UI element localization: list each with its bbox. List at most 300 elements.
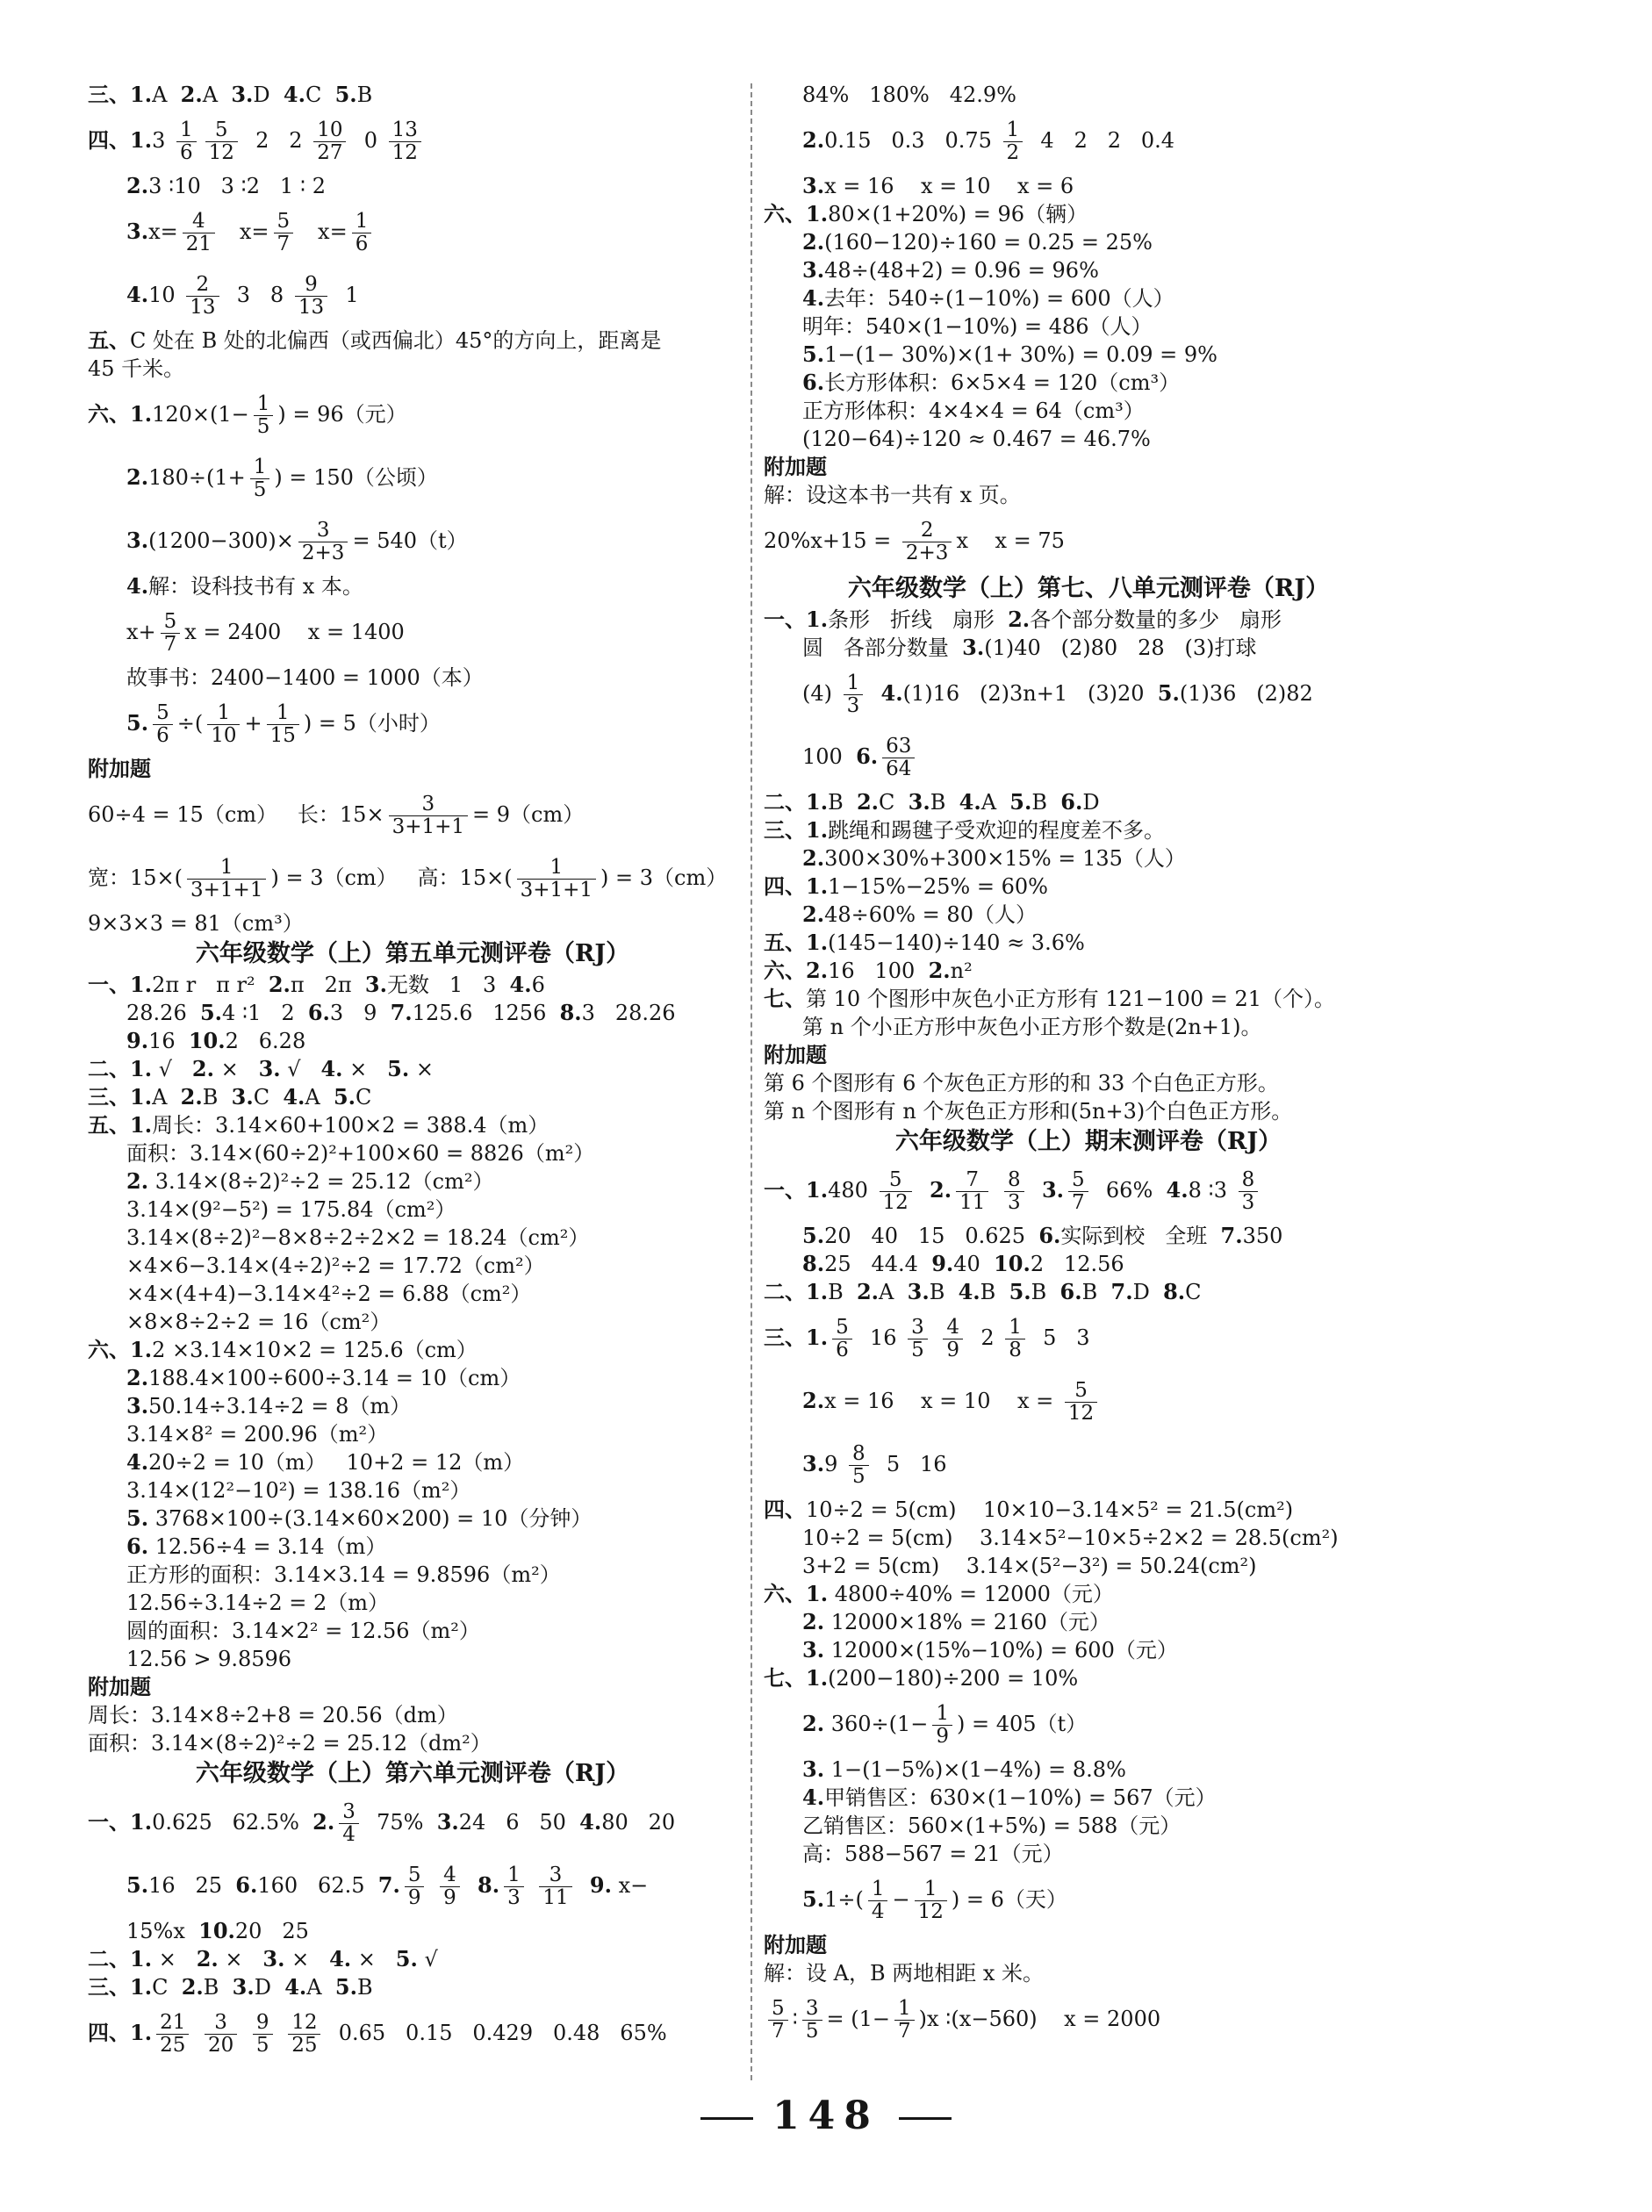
answer-text: B — [929, 1280, 959, 1304]
answer-text: 300×30%+300×15% = 135（人） — [824, 846, 1186, 871]
answer-text: 480 — [828, 1178, 875, 1203]
answer-text: 4 ∶1 2 — [222, 1001, 308, 1025]
answer-text: A — [202, 83, 232, 107]
question-number: 6. — [307, 1000, 330, 1025]
question-number: 4. — [579, 1809, 602, 1835]
answer-text: √ — [152, 1057, 192, 1081]
question-number: 10. — [188, 1028, 226, 1053]
fraction-numerator: 1 — [846, 672, 860, 694]
question-number: 五、1. — [764, 930, 829, 955]
fraction-denominator: 10 — [207, 724, 240, 747]
answer-line — [764, 1433, 1413, 1496]
question-number: 二、1. — [88, 1056, 153, 1081]
answer-text: 0.15 0.3 0.75 — [824, 128, 999, 153]
question-number: 2. — [802, 1388, 825, 1413]
answer-line — [88, 1364, 737, 1392]
answer-text — [867, 681, 880, 706]
fraction-denominator: 3 — [1239, 1191, 1259, 1214]
fraction-denominator: 20 — [205, 2034, 237, 2057]
answer-line — [88, 1336, 737, 1364]
answer-text: 24 6 50 — [458, 1810, 580, 1835]
answer-text: 360÷(1− — [824, 1712, 929, 1736]
answer-text: 60÷4 = 15（cm） 长：15× — [88, 802, 384, 827]
answer-line — [88, 783, 737, 846]
answer-line — [764, 341, 1413, 369]
answer-line — [764, 816, 1413, 844]
question-number: 5. — [334, 82, 357, 107]
answer-text: 80 20 — [601, 1810, 676, 1835]
answer-text: × — [218, 1947, 263, 1971]
answer-text: 面积：3.14×(8÷2)²÷2 = 25.12（dm²） — [88, 1731, 492, 1756]
fraction-numerator: 2 — [920, 519, 934, 542]
fraction-numerator: 3 — [214, 2011, 227, 2034]
answer-text: x = 16 x = 10 x = — [824, 1389, 1060, 1413]
answer-line — [764, 1069, 1413, 1097]
answer-text — [577, 1873, 590, 1898]
question-number: 3. — [1041, 1177, 1064, 1203]
fraction — [339, 1801, 359, 1846]
page-number-text: 148 — [772, 2094, 880, 2138]
answer-text: 12.56 > 9.8596 — [126, 1647, 292, 1671]
answer-text: 明年：540×(1−10%) = 486（人） — [802, 314, 1153, 339]
answer-text: 12.56÷3.14÷2 = 2（m） — [126, 1591, 390, 1615]
question-number: 5. — [199, 1000, 223, 1025]
answer-line — [764, 1369, 1413, 1433]
answer-line — [764, 1664, 1413, 1692]
answer-text: 25 44.4 — [824, 1252, 932, 1276]
answer-text: 45 千米。 — [88, 356, 185, 381]
fraction — [894, 1998, 915, 2043]
fraction-numerator: 4 — [192, 210, 205, 233]
answer-line — [764, 1692, 1413, 1756]
answer-text: x= — [298, 219, 348, 244]
fraction — [932, 1703, 952, 1748]
fraction-denominator: 6 — [176, 141, 197, 164]
answer-text: C 处在 B 处的北偏西（或西偏北）45°的方向上，距离是 — [130, 328, 662, 353]
question-number: 六、1. — [88, 401, 153, 427]
question-number: 9. — [589, 1872, 612, 1898]
question-number: 7. — [377, 1872, 400, 1898]
question-number: 7. — [1220, 1223, 1243, 1248]
fraction-numerator: 1 — [898, 1997, 911, 2020]
question-number: 2. — [180, 82, 203, 107]
answer-line — [88, 1701, 737, 1729]
fraction-numerator: 8 — [1008, 1168, 1021, 1191]
answer-line — [764, 1278, 1413, 1306]
answer-line — [88, 1917, 737, 1945]
answer-line — [764, 844, 1413, 873]
fraction — [1239, 1169, 1259, 1214]
fraction — [186, 274, 219, 319]
answer-text: π 2π — [290, 973, 365, 997]
answer-text: 甲销售区：630×(1−10%) = 567（元） — [824, 1785, 1217, 1810]
question-number: 三、1. — [88, 1084, 153, 1110]
answer-text: (1)36 (2)82 — [1179, 681, 1313, 706]
answer-line — [764, 1959, 1413, 1987]
answer-line — [764, 228, 1413, 256]
page-number-dash-left — [700, 2117, 753, 2120]
answer-text: 10÷2 = 5(cm) 10×10−3.14×5² = 21.5(cm²) — [806, 1497, 1294, 1522]
question-number: 3. — [262, 1946, 285, 1971]
fraction-denominator: 12 — [389, 141, 421, 164]
answer-line — [88, 1055, 737, 1083]
answer-text — [528, 1873, 535, 1898]
answer-line — [88, 1196, 737, 1224]
answer-text: ) = 3（cm） 高：15×( — [270, 865, 513, 890]
answer-line — [88, 1139, 737, 1167]
answer-text: ) = 150（公顷） — [274, 465, 438, 490]
answer-line — [764, 256, 1413, 284]
fraction — [1003, 119, 1024, 164]
question-number: 6. — [1038, 1223, 1061, 1248]
question-number: 六、1. — [764, 1581, 829, 1606]
question-number: 3. — [231, 1084, 254, 1110]
section-heading: 六年级数学（上）期末测评卷（RJ） — [894, 1128, 1282, 1155]
answer-line — [88, 1167, 737, 1196]
fraction — [539, 1864, 571, 1909]
fraction-numerator: 5 — [277, 210, 291, 233]
question-number: 3. — [908, 789, 930, 815]
fraction-numerator: 5 — [888, 1168, 902, 1191]
answer-text: ×8×8÷2÷2 = 16（cm²） — [126, 1310, 391, 1334]
answer-text: 75% — [363, 1810, 437, 1835]
question-number: 四、1. — [88, 127, 153, 153]
answer-text: ) = 6（天） — [951, 1887, 1067, 1912]
fraction — [176, 119, 197, 164]
question-number: 3. — [802, 1451, 825, 1476]
answer-text: × — [284, 1947, 330, 1971]
question-number: 4. — [958, 1279, 980, 1304]
question-number: 6. — [856, 743, 879, 769]
answer-text: 2 2 — [241, 128, 310, 153]
question-number: 5. — [126, 1872, 149, 1898]
answer-text: x= — [219, 219, 269, 244]
question-number: 2. — [196, 1946, 219, 1971]
answer-text: 2 — [967, 1325, 1002, 1350]
answer-text: C — [253, 1085, 284, 1110]
fraction-denominator: 11 — [956, 1191, 988, 1214]
question-number: 4. — [283, 1084, 305, 1110]
answer-line — [88, 1791, 737, 1854]
fraction-numerator: 5 — [772, 1997, 785, 2020]
answer-text: A — [152, 83, 181, 107]
answer-text: 160 62.5 — [257, 1873, 378, 1898]
fraction — [298, 520, 348, 564]
question-number: 2. — [126, 173, 149, 198]
answer-line — [764, 1222, 1413, 1250]
answer-text: 2 6.28 — [225, 1029, 306, 1053]
fraction-numerator: 5 — [163, 610, 177, 633]
answer-text: 解：设 A，B 两地相距 x 米。 — [764, 1961, 1045, 1986]
answer-line — [88, 200, 737, 263]
answer-text: A — [980, 790, 1010, 815]
answer-text: (160−120)÷160 = 0.25 = 25% — [824, 230, 1153, 255]
answer-text: 圆的面积：3.14×2² = 12.56（m²） — [126, 1619, 480, 1643]
fraction-numerator: 21 — [160, 2011, 186, 2034]
fraction-numerator: 1 — [253, 456, 267, 478]
answer-line — [764, 1580, 1413, 1608]
fraction — [207, 702, 240, 747]
fraction-numerator: 1 — [936, 1702, 949, 1725]
fraction — [313, 119, 346, 164]
answer-line — [764, 901, 1413, 929]
fraction-numerator: 3 — [911, 1316, 924, 1339]
answer-text: 188.4×100÷600÷3.14 = 10（cm） — [148, 1366, 521, 1390]
answer-text: 去年：540÷(1−10%) = 600（人） — [824, 286, 1174, 311]
answer-text: 5 3 — [1029, 1325, 1090, 1350]
question-number: 一、1. — [88, 1809, 153, 1835]
answer-text: (145−140)÷140 ≈ 3.6% — [828, 930, 1085, 955]
answer-line — [764, 453, 1413, 481]
fraction-denominator: 6 — [832, 1339, 852, 1361]
question-number: 4. — [283, 82, 305, 107]
question-number: 3. — [126, 1393, 149, 1418]
answer-line — [88, 263, 737, 327]
question-number: 4. — [509, 972, 532, 997]
fraction-denominator: 8 — [1005, 1339, 1025, 1361]
answer-text: (120−64)÷120 ≈ 0.467 = 46.7% — [802, 427, 1151, 451]
right-column — [764, 81, 1413, 2050]
answer-line — [88, 1589, 737, 1617]
answer-text: x x = 75 — [956, 528, 1065, 553]
answer-text: x− — [611, 1873, 649, 1898]
question-number: 七、1. — [764, 1665, 829, 1691]
fraction-denominator: 2+3 — [298, 542, 348, 564]
question-number: 10. — [994, 1251, 1031, 1276]
answer-line — [88, 1027, 737, 1055]
fraction — [956, 1169, 988, 1214]
fraction-numerator: 1 — [179, 118, 193, 141]
answer-text: B — [203, 1975, 233, 2000]
fraction-numerator: 1 — [871, 1878, 885, 1900]
fraction-denominator: 5 — [250, 478, 270, 501]
fraction-numerator: 3 — [805, 1997, 819, 2020]
question-number: 2. — [180, 1084, 203, 1110]
answer-line — [764, 200, 1413, 228]
answer-text: ÷( — [176, 711, 204, 736]
question-number: 三、1. — [764, 1325, 829, 1350]
fraction-numerator: 1 — [549, 856, 564, 879]
answer-line — [88, 572, 737, 600]
answer-text: 第 n 个小正方形中灰色小正方形个数是(2n+1)。 — [802, 1015, 1262, 1039]
question-number: 2. — [1008, 607, 1031, 632]
answer-line — [88, 1111, 737, 1139]
answer-text: 条形 折线 扇形 — [828, 607, 1009, 632]
answer-text — [932, 1325, 939, 1350]
answer-text: × — [351, 1947, 396, 1971]
answer-text: (200−180)÷200 = 10% — [828, 1666, 1079, 1691]
answer-text: 0 — [350, 128, 384, 153]
fraction-denominator: 4 — [868, 1900, 888, 1923]
fraction-numerator: 5 — [156, 701, 169, 724]
answer-text: 4800÷40% = 12000（元） — [828, 1582, 1114, 1606]
answer-text: 3 8 — [223, 283, 291, 307]
column-divider — [751, 83, 752, 2080]
answer-text: ×4×(4+4)−3.14×4²÷2 = 6.88（cm²） — [126, 1282, 532, 1306]
answer-text: (1)40 (2)80 28 (3)打球 — [984, 636, 1257, 660]
fraction-denominator: 5 — [802, 2020, 822, 2043]
question-number: 8. — [1163, 1279, 1186, 1304]
answer-text: 16 — [856, 1325, 904, 1350]
question-number: 6. — [235, 1872, 258, 1898]
question-number: 5. — [1157, 680, 1180, 706]
answer-text: 周长：3.14×8÷2+8 = 20.56（dm） — [88, 1703, 458, 1727]
question-number: 4. — [126, 1449, 149, 1475]
answer-text: 长方形体积：6×5×4 = 120（cm³） — [824, 370, 1181, 395]
answer-line — [88, 1392, 737, 1420]
question-number: 2. — [856, 1279, 880, 1304]
answer-text: 1−(1− 30%)×(1+ 30%) = 0.09 = 9% — [824, 342, 1217, 367]
answer-text: D — [1132, 1280, 1164, 1304]
fraction-numerator: 4 — [443, 1864, 456, 1886]
answer-text — [916, 1178, 930, 1203]
answer-text: × — [409, 1057, 434, 1081]
answer-line — [88, 1973, 737, 2001]
question-number: 附加题 — [764, 1042, 827, 1067]
answer-line — [88, 1945, 737, 1973]
question-number: 附加题 — [764, 1932, 827, 1957]
answer-text: 84% 180% 42.9% — [802, 83, 1016, 107]
fraction — [1068, 1169, 1088, 1214]
fraction-denominator: 15 — [267, 724, 299, 747]
answer-text: 12000×18% = 2160（元） — [824, 1610, 1110, 1634]
answer-line — [764, 1608, 1413, 1636]
answer-text: 180÷(1+ — [148, 465, 246, 490]
question-number: 2. — [802, 229, 825, 255]
answer-text: B — [980, 1280, 1009, 1304]
question-number: 3. — [231, 82, 254, 107]
question-number: 2. — [856, 789, 880, 815]
answer-text: ×4×6−3.14×(4÷2)²÷2 = 17.72（cm²） — [126, 1253, 545, 1278]
answer-text: 解：设这本书一共有 x 页。 — [764, 483, 1021, 507]
answer-text: 5 16 — [873, 1452, 947, 1476]
answer-text: B — [356, 1975, 373, 2000]
fraction — [352, 211, 372, 255]
answer-text: 解：设科技书有 x 本。 — [148, 574, 363, 599]
fraction-numerator: 5 — [836, 1316, 849, 1339]
answer-text: A — [305, 1085, 334, 1110]
question-number: 3. — [802, 1756, 825, 1782]
answer-text: = 540（t） — [352, 528, 468, 553]
answer-line — [88, 909, 737, 937]
answer-line — [88, 692, 737, 755]
answer-line — [764, 985, 1413, 1013]
answer-line — [764, 1931, 1413, 1959]
fraction — [156, 2012, 189, 2057]
answer-text: B — [1031, 1280, 1060, 1304]
fraction-numerator: 5 — [214, 118, 228, 141]
answer-text: + — [244, 711, 262, 736]
question-number: 2. — [802, 1609, 825, 1634]
answer-text: x+ — [126, 620, 156, 644]
question-number: 6. — [1060, 789, 1083, 815]
question-number: 一、1. — [764, 607, 829, 632]
answer-text: 1−15%−25% = 60% — [828, 874, 1048, 899]
answer-line — [88, 1673, 737, 1701]
answer-line — [88, 109, 737, 172]
fraction-denominator: 11 — [539, 1886, 571, 1909]
fraction-denominator: 7 — [768, 2020, 788, 2043]
answer-text: 跳绳和踢毽子受欢迎的程度差不多。 — [828, 818, 1166, 843]
answer-text: 16 25 — [148, 1873, 236, 1898]
answer-text: 15%x — [126, 1919, 199, 1943]
answer-text: 0.65 0.15 0.429 0.48 65% — [325, 2021, 667, 2045]
answer-text: 1÷( — [824, 1887, 864, 1912]
fraction-denominator: 13 — [295, 296, 327, 319]
answer-text: 50.14÷3.14÷2 = 8（m） — [148, 1394, 412, 1418]
answer-line — [88, 755, 737, 783]
question-number: 六、2. — [764, 958, 829, 983]
question-number: 4. — [1166, 1177, 1189, 1203]
fraction-denominator: 3+1+1 — [517, 879, 596, 901]
answer-line — [764, 1987, 1413, 2050]
answer-text: D — [254, 1975, 285, 2000]
fraction-numerator: 10 — [317, 118, 343, 141]
fraction-numerator: 1 — [256, 392, 270, 415]
fraction-denominator: 13 — [186, 296, 219, 319]
fraction-denominator: 9 — [440, 1886, 460, 1909]
fraction-denominator: 64 — [882, 758, 915, 780]
fraction-numerator: 1 — [276, 701, 290, 724]
fraction-numerator: 3 — [342, 1800, 356, 1823]
answer-text: A — [879, 1280, 908, 1304]
question-number: 3. — [436, 1809, 459, 1835]
fraction — [389, 794, 468, 838]
answer-text: 10÷2 = 5(cm) 3.14×5²−10×5÷2×2 = 28.5(cm²) — [802, 1526, 1339, 1550]
fraction — [880, 1169, 912, 1214]
answer-text: = 9（cm） — [472, 802, 585, 827]
answer-line — [764, 1250, 1413, 1278]
fraction-denominator: 6 — [153, 724, 173, 747]
answer-text: 3768×100÷(3.14×60×200) = 10（分钟） — [148, 1506, 593, 1531]
answer-text — [193, 2021, 200, 2045]
answer-line — [764, 1524, 1413, 1552]
answer-line — [764, 1496, 1413, 1524]
answer-line — [88, 383, 737, 446]
answer-text: B — [828, 790, 857, 815]
answer-text — [277, 2021, 284, 2045]
fraction — [405, 1864, 425, 1909]
answer-text: (1200−300)× — [148, 528, 294, 553]
fraction — [187, 857, 266, 901]
question-number: 9. — [931, 1251, 954, 1276]
left-column — [88, 81, 737, 2065]
question-number: 4. — [880, 680, 903, 706]
question-number: 6. — [1059, 1279, 1082, 1304]
answer-line — [764, 662, 1413, 725]
fraction-denominator: 3 — [844, 694, 864, 717]
answer-text: 40 — [953, 1252, 995, 1276]
question-number: 5. — [126, 1505, 149, 1531]
answer-line — [88, 846, 737, 909]
fraction — [389, 119, 421, 164]
fraction — [288, 2012, 320, 2057]
answer-text: x = 2400 x = 1400 — [184, 620, 405, 644]
fraction-denominator: 3+1+1 — [389, 815, 468, 838]
fraction-denominator: 7 — [161, 633, 181, 656]
fraction — [161, 611, 181, 656]
question-number: 五、1. — [88, 1112, 153, 1138]
fraction — [504, 1864, 524, 1909]
answer-line — [764, 312, 1413, 341]
answer-line — [88, 1617, 737, 1645]
question-number: 8. — [559, 1000, 582, 1025]
answer-line — [88, 1280, 737, 1308]
fraction-numerator: 9 — [305, 273, 318, 296]
answer-text: 28.26 — [126, 1001, 200, 1025]
question-number: 附加题 — [764, 454, 827, 479]
answer-line — [88, 81, 737, 109]
